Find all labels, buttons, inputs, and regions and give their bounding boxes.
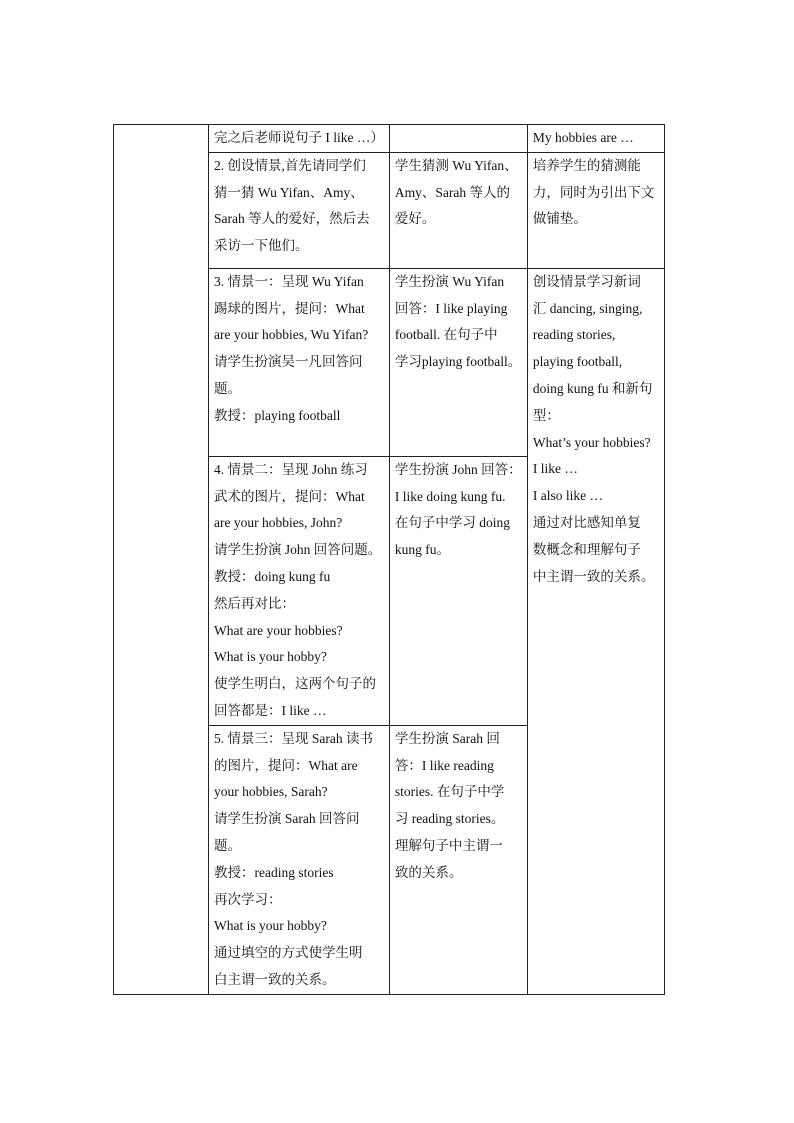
text-line: 学生扮演 Sarah 回 (394, 730, 500, 746)
step-cell (209, 456, 390, 725)
text-line: 5. 情景三：呈现 Sarah 读书 (214, 730, 373, 746)
text-line: 致的关系。 (394, 864, 463, 880)
text-line: 创设情景学习新词 (532, 273, 641, 289)
text-line: My hobbies are … (532, 130, 634, 145)
text-line: 中主谓一致的关系。 (532, 568, 655, 584)
lesson-plan-table (113, 124, 665, 995)
text-line: 回答都是：I like … (214, 702, 327, 718)
text-line: 学生猜测 Wu Yifan、 (394, 157, 518, 173)
text-line: 再次学习： (214, 891, 282, 907)
text-line: 通过对比感知单复 (532, 514, 641, 530)
stage-cell (114, 125, 209, 995)
text-line: 数概念和理解句子 (532, 541, 641, 557)
text-line: 教授：doing kung fu (214, 568, 331, 584)
text-line: 3. 情景一：呈现 Wu Yifan (214, 273, 364, 289)
text-line: kung fu。 (394, 542, 450, 558)
text-line: 汇 dancing, singing, (532, 300, 643, 316)
text-line: 爱好。 (394, 211, 436, 227)
text-line: 4. 情景二：呈现 John 练习 (214, 461, 368, 477)
text-line: What is your hobby? (214, 918, 327, 934)
student-cell (389, 125, 527, 153)
text-line: your hobbies, Sarah? (214, 784, 328, 800)
text-line: 的图片，提问：What are (214, 757, 358, 773)
text-line: What’s your hobbies? (532, 434, 651, 450)
step-cell (209, 152, 390, 268)
text-line: 请学生扮演 Sarah 回答问 (214, 811, 360, 827)
text-line: doing kung fu 和新句 (532, 380, 653, 396)
text-line: Amy、Sarah 等人的 (394, 184, 510, 200)
student-cell (389, 268, 527, 456)
step-cell (209, 268, 390, 456)
text-line: 理解句子中主谓一 (394, 837, 503, 853)
text-line: 白主谓一致的关系。 (214, 971, 336, 987)
text-line: stories. 在句子中学 (394, 784, 505, 800)
text-line: 教授：reading stories (214, 864, 334, 880)
text-line: 踢球的图片，提问：What (214, 300, 365, 316)
text-line: What is your hobby? (214, 649, 327, 665)
step-cell (209, 125, 390, 153)
text-line: playing football, (532, 354, 623, 370)
text-line: Sarah 等人的爱好，然后去 (214, 211, 370, 227)
text-line: 学生扮演 Wu Yifan (394, 273, 505, 289)
student-cell (389, 456, 527, 725)
text-line: 在句子中学习 doing (394, 515, 511, 531)
step-cell (209, 725, 390, 994)
text-line: 题。 (214, 837, 241, 853)
text-line: 请学生扮演吴一凡回答问 (214, 354, 363, 370)
student-cell (389, 725, 527, 994)
purpose-cell (527, 152, 664, 268)
text-line: 习 reading stories。 (394, 811, 505, 827)
text-line: 答：I like reading (394, 757, 494, 773)
text-line: 教授：playing football (214, 407, 341, 423)
text-line: What are your hobbies? (214, 622, 343, 638)
text-line: 题。 (214, 380, 241, 396)
text-line: 武术的图片，提问：What (214, 488, 365, 504)
text-line: 完之后老师说句子 I like …） (214, 130, 384, 145)
text-line: 做铺垫。 (532, 211, 587, 227)
text-line: 然后再对比： (214, 595, 295, 611)
student-cell (389, 152, 527, 268)
text-line: I like … (532, 461, 578, 477)
text-line: 学习playing football。 (394, 354, 522, 370)
text-line: 请学生扮演 John 回答问题。 (214, 542, 382, 558)
purpose-cell (527, 268, 664, 994)
text-line: 力，同时为引出下文 (532, 184, 655, 200)
text-line: 学生扮演 John 回答： (394, 461, 522, 477)
text-line: 培养学生的猜测能 (532, 157, 641, 173)
table-row (114, 125, 665, 153)
text-line: 采访一下他们。 (214, 238, 309, 254)
text-line: reading stories, (532, 327, 616, 343)
text-line: are your hobbies, John? (214, 515, 343, 531)
text-line: 回答：I like playing (394, 300, 508, 316)
text-line: 型： (532, 407, 560, 423)
text-line: 使学生明白，这两个句子的 (214, 676, 376, 692)
purpose-cell (527, 125, 664, 153)
text-line: 2. 创设情景,首先请同学们 (214, 157, 366, 173)
text-line: football. 在句子中 (394, 327, 498, 343)
text-line: 通过填空的方式使学生明 (214, 945, 363, 961)
text-line: I like doing kung fu. (394, 488, 506, 504)
text-line: 猜一猜 Wu Yifan、Amy、 (214, 184, 364, 200)
text-line: are your hobbies, Wu Yifan? (214, 327, 369, 343)
text-line: I also like … (532, 488, 603, 504)
